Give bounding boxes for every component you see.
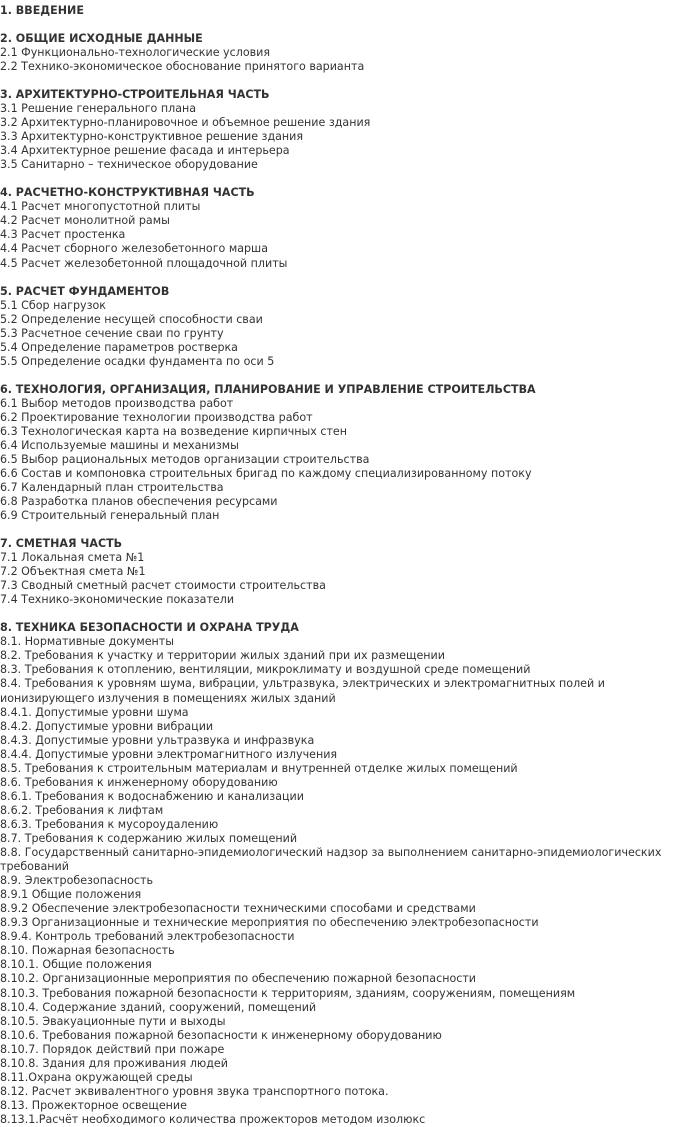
toc-item: 8.12. Расчет эквивалентного уровня звука транспортного потока. (0, 1084, 389, 1098)
toc-item: 8.6.1. Требования к водоснабжению и канализации (0, 789, 304, 803)
toc-item: 8.10.5. Эвакуационные пути и выходы (0, 1014, 226, 1028)
toc-item: 6.5 Выбор рациональных методов организации строительства (0, 452, 370, 466)
toc-item: 5.2 Определение несущей способности сваи (0, 312, 263, 326)
toc-item: 8.9.3 Организационные и технические мероприятия по обеспечению электробезопасности (0, 916, 539, 930)
toc-item: 4.5 Расчет железобетонной площадочной плиты (0, 256, 288, 270)
toc-item: 8.10.7. Порядок действий при пожаре (0, 1042, 225, 1056)
toc-item: 8.13. Прожекторное освещение (0, 1098, 187, 1112)
toc-item: 8.9.2 Обеспечение электробезопасности техническими способами и средствами (0, 902, 476, 916)
toc-item: 7.4 Технико-экономические показатели (0, 593, 235, 607)
toc-item: 6.8 Разработка планов обеспечения ресурсами (0, 495, 278, 509)
table-of-contents (0, 4, 700, 1127)
toc-item: 8.9.4. Контроль требований электробезопасности (0, 930, 295, 944)
toc-section (0, 537, 700, 607)
toc-item: 4.2 Расчет монолитной рамы (0, 214, 170, 228)
toc-item: 2.2 Технико-экономическое обоснование принятого варианта (0, 60, 365, 74)
toc-item: 8.9.1 Общие положения (0, 888, 142, 902)
toc-item: 6.4 Используемые машины и механизмы (0, 438, 239, 452)
toc-item: 7.1 Локальная смета №1 (0, 551, 145, 565)
section-title: 7. СМЕТНАЯ ЧАСТЬ (0, 537, 123, 551)
toc-item: 7.2 Объектная смета №1 (0, 565, 146, 579)
toc-section (0, 88, 700, 172)
toc-section (0, 4, 700, 18)
toc-item: 8.4.3. Допустимые уровни ультразвука и инфразвука (0, 733, 315, 747)
section-title: 8. ТЕХНИКА БЕЗОПАСНОСТИ И ОХРАНА ТРУДА (0, 621, 299, 635)
toc-item: 3.1 Решение генерального плана (0, 102, 197, 116)
toc-item: 6.2 Проектирование технологии производства работ (0, 410, 313, 424)
section-title: 4. РАСЧЕТНО-КОНСТРУКТИВНАЯ ЧАСТЬ (0, 186, 255, 200)
toc-item: 6.1 Выбор методов производства работ (0, 396, 234, 410)
toc-item: 8.10.4. Содержание зданий, сооружений, помещений (0, 1000, 317, 1014)
toc-item: 8.11.Охрана окружающей среды (0, 1070, 193, 1084)
toc-item: 4.3 Расчет простенка (0, 228, 126, 242)
toc-item: 8.10.6. Требования пожарной безопасности к инженерному оборудованию (0, 1028, 442, 1042)
toc-item: 3.5 Санитарно – техническое оборудование (0, 158, 258, 172)
toc-item: 8.8. Государственный санитарно-эпидемиологический надзор за выполнением санитарно-эпидемиологических требований (0, 846, 662, 874)
toc-item: 8.7. Требования к содержанию жилых помещений (0, 832, 298, 845)
toc-section (0, 383, 700, 523)
toc-item: 8.6.3. Требования к мусороудалению (0, 817, 219, 831)
toc-item: 4.1 Расчет многопустотной плиты (0, 200, 201, 214)
toc-section (0, 285, 700, 369)
toc-item: 6.3 Технологическая карта на возведение кирпичных стен (0, 424, 347, 438)
toc-item: 4.4 Расчет сборного железобетонного марша (0, 242, 269, 256)
toc-item: 8.5. Требования к строительным материалам и внутренней отделке жилых помещений (0, 761, 518, 775)
toc-item: 5.4 Определение параметров ростверка (0, 340, 238, 354)
toc-item: 8.4.2. Допустимые уровни вибрации (0, 719, 214, 733)
toc-item: 8.10.2. Организационные мероприятия по обеспечению пожарной безопасности (0, 972, 477, 986)
toc-item: 6.9 Строительный генеральный план (0, 509, 220, 523)
toc-item: 6.7 Календарный план строительства (0, 481, 224, 495)
toc-item: 5.1 Сбор нагрузок (0, 298, 106, 312)
section-title: 3. АРХИТЕКТУРНО-СТРОИТЕЛЬНАЯ ЧАСТЬ (0, 88, 270, 102)
toc-item: 8.9. Электробезопасность (0, 874, 153, 888)
toc-item: 8.13.1.Расчёт необходимого количества прожекторов методом изолюкс (0, 1112, 426, 1126)
toc-item: 8.4.4. Допустимые уровни электромагнитного излучения (0, 747, 338, 761)
toc-item: 8.1. Нормативные документы (0, 635, 175, 649)
toc-item: 8.10.1. Общие положения (0, 958, 152, 972)
toc-item: 3.2 Архитектурно-планировочное и объемное решение здания (0, 116, 371, 130)
toc-item: 8.10.8. Здания для проживания людей (0, 1056, 228, 1070)
toc-item: 3.3 Архитектурно-конструктивное решение здания (0, 130, 304, 144)
toc-item: 5.5 Определение осадки фундамента по оси 5 (0, 354, 275, 368)
toc-item: 8.10.3. Требования пожарной безопасности к территориям, зданиям, сооружениям, помещениям (0, 986, 576, 1000)
toc-section (0, 32, 700, 74)
toc-section (0, 186, 700, 270)
toc-item: 5.3 Расчетное сечение сваи по грунту (0, 326, 224, 340)
toc-item: 2.1 Функционально-технологические условия (0, 46, 271, 60)
section-title: 6. ТЕХНОЛОГИЯ, ОРГАНИЗАЦИЯ, ПЛАНИРОВАНИЕ И УПРАВЛЕНИЕ СТРОИТЕЛЬСТВА (0, 382, 536, 396)
toc-section (0, 621, 700, 1127)
toc-item: 6.6 Состав и компоновка строительных бригад по каждому специализированному потоку (0, 467, 532, 480)
toc-item: 3.4 Архитектурное решение фасада и интерьера (0, 144, 290, 158)
toc-item: 8.4.1. Допустимые уровни шума (0, 705, 189, 719)
toc-item: 8.4. Требования к уровням шума, вибрации, ультразвука, электрических и электромагнитных полей и ионизирующего излучения в помещениях жилых зданий (0, 677, 605, 705)
toc-item: 8.2. Требования к участку и территории жилых зданий при их размещении (0, 649, 445, 663)
section-title: 1. ВВЕДЕНИЕ (0, 4, 84, 17)
section-title: 2. ОБЩИЕ ИСХОДНЫЕ ДАННЫЕ (0, 31, 203, 45)
section-title: 5. РАСЧЕТ ФУНДАМЕНТОВ (0, 284, 170, 298)
toc-item: 8.6.2. Требования к лифтам (0, 803, 164, 817)
toc-item: 8.6. Требования к инженерному оборудованию (0, 775, 278, 789)
toc-item: 8.10. Пожарная безопасность (0, 944, 175, 958)
toc-item: 7.3 Сводный сметный расчет стоимости строительства (0, 579, 326, 593)
toc-item: 8.3. Требования к отоплению, вентиляции, микроклимату и воздушной среде помещений (0, 663, 531, 677)
